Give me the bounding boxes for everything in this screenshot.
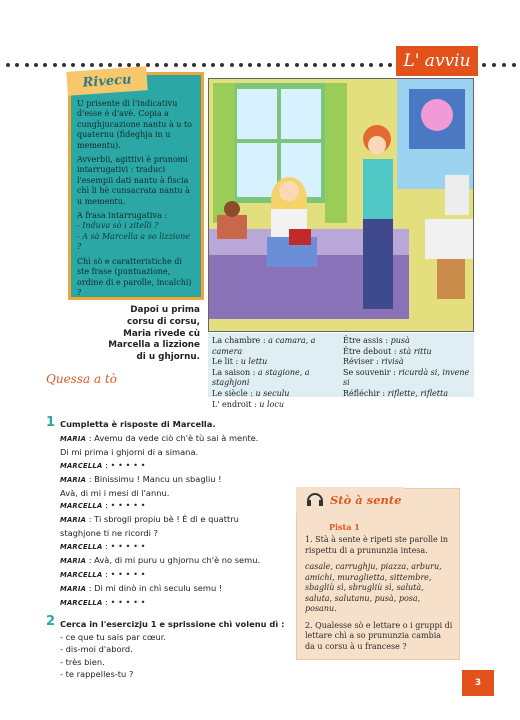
exercise-2-item: - te rappelles-tu ? <box>60 669 134 680</box>
vocab-corsican: u lettu <box>240 357 268 367</box>
dialogue-text: : • • • • • <box>102 596 146 607</box>
exercise-1 <box>60 418 292 610</box>
dialogue-line <box>60 432 292 446</box>
vocab-french: Réviser : <box>343 357 382 367</box>
vocab-french: Le lit : <box>212 357 241 367</box>
dialogue-text: : Ti sbrogli propiu bè ! È di e quattru <box>86 514 239 525</box>
dialogue-line <box>60 554 292 568</box>
vocab-corsican: stà rittu <box>399 346 432 356</box>
dot <box>388 63 392 67</box>
vocab-entry <box>212 400 339 411</box>
dot <box>276 63 280 67</box>
dot <box>323 63 327 67</box>
dot <box>6 63 10 67</box>
dot <box>239 63 243 67</box>
dot <box>62 63 66 67</box>
exercise-2-item: - très bien. <box>60 656 105 667</box>
dialogue-text: : • • • • • <box>102 541 146 552</box>
sto-a-sente-label: Stò à sente <box>330 493 402 507</box>
dot <box>155 63 159 67</box>
dot <box>99 63 103 67</box>
dialogue-line <box>60 527 292 540</box>
dot <box>34 63 38 67</box>
dot <box>53 63 57 67</box>
exercise-2-number: 2 <box>46 614 56 629</box>
vocab-entry <box>212 357 339 368</box>
dot <box>492 63 496 67</box>
dot <box>248 63 252 67</box>
rivecu-question-2: - A sà Marcella a so lizzione ? <box>77 231 190 252</box>
vocab-entry <box>343 389 470 400</box>
dot <box>379 63 383 67</box>
vocab-entry <box>343 357 470 368</box>
vocab-entry <box>212 389 339 400</box>
pista-label: Pista 1 <box>329 522 360 532</box>
exercise-2-item: - ce que tu sais par cœur. <box>60 631 167 642</box>
vocabulary-left-column <box>212 336 339 409</box>
sto-paragraph-2: 2. Qualesse sò e lettare o i gruppi di lettare chì a so prununzia cambia da u corsu à u francese ? <box>305 620 453 651</box>
vocab-corsican: ricurdà si, invene si <box>343 367 470 388</box>
speaker-name: MARCELLA <box>60 461 103 470</box>
dot <box>332 63 336 67</box>
vocab-entry <box>212 336 339 357</box>
sto-a-sente-box <box>296 488 460 660</box>
speaker-name: MARIA <box>60 516 87 525</box>
vocab-corsican: rivisà <box>381 357 404 367</box>
vocab-corsican: u seculu <box>255 388 290 398</box>
dot <box>369 63 373 67</box>
vocab-corsican: u locu <box>259 399 284 409</box>
vocab-corsican: a camara, a camera <box>212 336 316 356</box>
speaker-name: MARCELLA <box>60 543 103 552</box>
dot <box>295 63 299 67</box>
vocab-french: La chambre : <box>212 336 269 345</box>
dialogue-line <box>60 568 292 582</box>
dot <box>146 63 150 67</box>
vocab-entry <box>343 336 470 347</box>
intro-text: Dapoi u prima corsu di corsu, Maria rivede cù Marcella a lizzione di u ghjornu. <box>108 305 200 363</box>
dotted-rule-left <box>6 63 392 69</box>
exercise-1-title: Cumpletta è risposte di Marcella. <box>60 419 216 429</box>
dialogue-line <box>60 473 292 487</box>
dialogue-text: : Avemu da vede ciò ch'è tù sai à mente. <box>86 432 259 443</box>
dialogue-text: : • • • • • <box>102 568 146 579</box>
sto-paragraph-1: 1. Stà à sente è ripeti ste parolle in rispettu di a prununzia intesa. <box>305 535 449 555</box>
dot <box>71 63 75 67</box>
rivecu-paragraph-4: Chì sò e caratteristiche di ste frase (puntuazione, ordine di e parolle, incalchi) ? <box>77 256 192 297</box>
rivecu-paragraph-3-title: A frasa intarrugativa : <box>77 211 167 221</box>
dialogue-line <box>60 499 292 513</box>
section-tag: L' avviu <box>396 46 478 76</box>
speaker-name: MARIA <box>60 584 87 593</box>
dialogue-line <box>60 459 292 473</box>
dialogue-line <box>60 540 292 554</box>
dot <box>512 63 516 67</box>
dot <box>351 63 355 67</box>
speaker-name: MARIA <box>60 434 87 443</box>
rivecu-title: Rivecu <box>66 66 147 96</box>
rivecu-question-1: - Induva sò i zitelli ? <box>77 221 159 231</box>
dialogue-line <box>60 596 292 610</box>
dialogue-line <box>60 487 292 500</box>
dialogue-text: : • • • • • <box>102 500 146 511</box>
vocab-french: Réfléchir : <box>343 388 388 398</box>
dialogue-text: : Di mi dinò in chì seculu semu ! <box>86 582 223 593</box>
dialogue-line <box>60 446 292 459</box>
rivecu-paragraph-1: U prisente di l'indicativu d'esse è d'avè. Copia a cunghjucazione nantu à u to quaternu (fideghja in u mementu). <box>77 99 192 150</box>
dot <box>174 63 178 67</box>
illustration-bedroom <box>208 78 474 332</box>
dotted-rule-right <box>482 63 516 67</box>
speaker-name: MARCELLA <box>60 598 103 607</box>
vocab-french: Se souvenir : <box>343 367 399 377</box>
exercise-1-number: 1 <box>46 415 56 430</box>
dot <box>341 63 345 67</box>
dot <box>25 63 29 67</box>
page-number: 3 <box>462 670 494 696</box>
vocab-entry <box>343 347 470 358</box>
headphones-icon <box>306 491 324 510</box>
dot <box>108 63 112 67</box>
dialogue-text: : • • • • • <box>102 459 146 470</box>
dot <box>90 63 94 67</box>
vocabulary-box <box>208 333 474 409</box>
dialogue-text: Di mi prima i ghjorni di a simana. <box>60 446 199 457</box>
exercise-2-item: - dis-moi d'abord. <box>60 644 133 655</box>
vocab-french: Être debout : <box>343 346 400 356</box>
dot <box>220 63 224 67</box>
speaker-name: MARIA <box>60 475 87 484</box>
dialogue-text: : Avà, di mi puru u ghjornu ch'è no semu. <box>86 555 261 566</box>
dialogue-text: Avà, di mi i mesi di l'annu. <box>60 487 170 498</box>
dot <box>482 63 486 67</box>
dot <box>15 63 19 67</box>
vocab-french: Le siècle : <box>212 388 256 398</box>
dot <box>502 63 506 67</box>
dot <box>43 63 47 67</box>
vocab-corsican: a stagione, a staghjoni <box>212 367 310 388</box>
dot <box>313 63 317 67</box>
dot <box>211 63 215 67</box>
dot <box>360 63 364 67</box>
dot <box>81 63 85 67</box>
vocabulary-right-column <box>343 336 470 398</box>
dot <box>118 63 122 67</box>
vocab-corsican: riflette, rifletta <box>387 388 448 398</box>
sto-a-sente-title <box>296 487 404 513</box>
dot <box>230 63 234 67</box>
dialogue-line <box>60 582 292 596</box>
vocab-french: La saison : <box>212 367 258 377</box>
dialogue-text: staghjone ti ne ricordi ? <box>60 528 158 539</box>
exercise-2 <box>60 618 292 681</box>
vocab-french: L' endroit : <box>212 399 260 409</box>
rivecu-paragraph-2: Avverbii, agittivi è prunomi intarrugativi : traduci l'esempii dati nantu à fiscia chì li hè cunsacrata nantu à u mementu. <box>77 155 190 206</box>
questa-heading: Quessa a tò <box>46 372 117 386</box>
exercise-2-title: Cerca in l'esercizju 1 e sprissione chì volenu dì : <box>60 619 285 629</box>
speaker-name: MARCELLA <box>60 502 103 511</box>
dot <box>183 63 187 67</box>
dot <box>202 63 206 67</box>
dot <box>267 63 271 67</box>
speaker-name: MARIA <box>60 557 87 566</box>
dot <box>257 63 261 67</box>
dialogue-line <box>60 513 292 527</box>
sto-word-list: casale, carrughju, piazza, arburu, amichi, muraglietta, sittembre, sbagliù sì, sbrugliù sì, salutà, saluta, salutanu, pusà, posa, posanu. <box>305 562 442 613</box>
vocab-french: Être assis : <box>343 336 391 345</box>
dialogue-text: : Binissimu ! Mancu un sbagliu ! <box>86 473 222 484</box>
rivecu-box <box>68 72 204 300</box>
vocab-entry <box>212 368 339 389</box>
dot <box>164 63 168 67</box>
vocab-entry <box>343 368 470 389</box>
vocab-corsican: pusà <box>390 336 410 345</box>
speaker-name: MARCELLA <box>60 570 103 579</box>
dot <box>192 63 196 67</box>
dot <box>304 63 308 67</box>
dot <box>285 63 289 67</box>
